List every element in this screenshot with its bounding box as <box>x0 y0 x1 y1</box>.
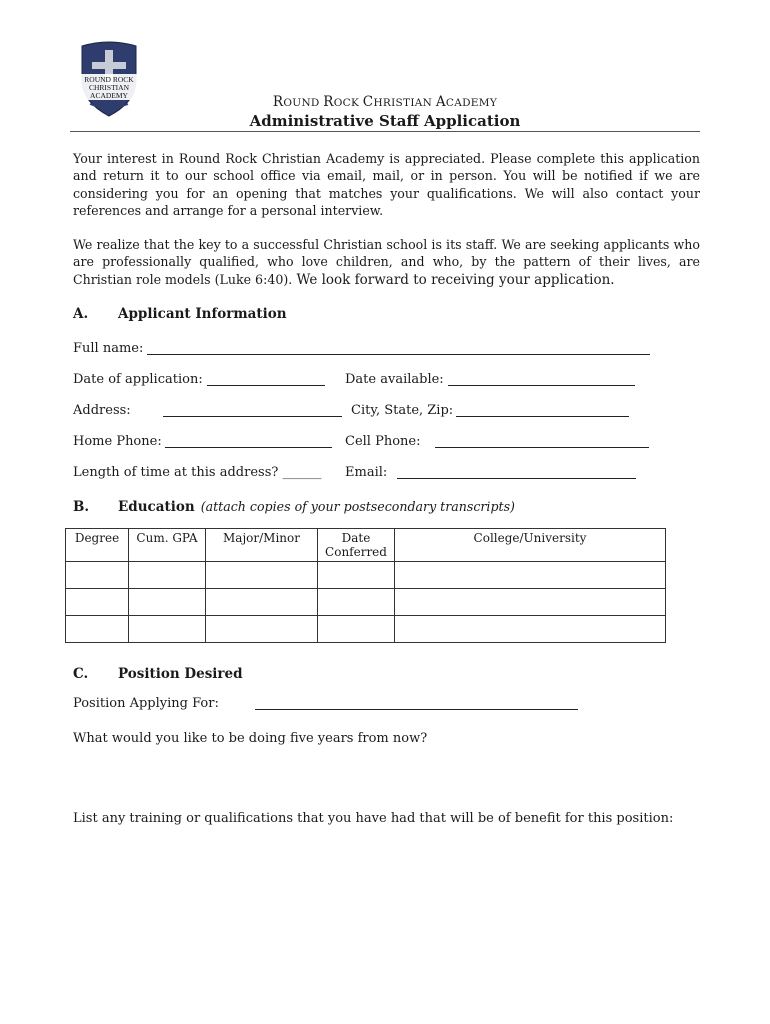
major-minor-cell[interactable] <box>206 589 318 616</box>
section-title-text: Education <box>118 499 195 515</box>
degree-cell[interactable] <box>66 562 129 589</box>
school-name-heading <box>0 94 770 110</box>
date-conferred-cell[interactable] <box>318 616 395 643</box>
table-row <box>66 589 666 616</box>
school-name-rest: HRISTIAN <box>373 97 436 109</box>
intro-paragraph-2-tail: We look forward to receiving your application. <box>292 271 615 288</box>
degree-cell[interactable] <box>66 589 129 616</box>
section-letter: C. <box>73 666 89 682</box>
date-available-label: Date available: <box>345 372 444 387</box>
cell-phone-field[interactable] <box>435 447 649 448</box>
section-title: Applicant Information <box>118 306 287 322</box>
column-date-conferred: Date Conferred <box>318 529 395 562</box>
section-letter: A. <box>73 306 89 322</box>
email-label: Email: <box>345 465 388 480</box>
position-applying-for-label: Position Applying For: <box>73 696 219 711</box>
address-label: Address: <box>73 403 131 418</box>
school-name-initial: A <box>435 94 446 110</box>
degree-cell[interactable] <box>66 616 129 643</box>
school-name-initial: R <box>323 94 334 110</box>
school-name-rest: OCK <box>333 97 363 109</box>
table-row <box>66 562 666 589</box>
school-name-initial: R <box>272 94 284 110</box>
column-cum-gpa: Cum. GPA <box>129 529 206 562</box>
section-title <box>118 499 515 515</box>
college-cell[interactable] <box>395 616 666 643</box>
intro-paragraph-1: Your interest in Round Rock Christian Academy is appreciated. Please complete this application and return it to our school office via email, mail, or in person. You will be notified if we are considering you for an opening that matches your qualifications. We will also contact your references and arrange for a personal interview. <box>73 151 700 218</box>
logo-text-line-2: CHRISTIAN <box>88 83 130 92</box>
column-degree: Degree <box>66 529 129 562</box>
gpa-cell[interactable] <box>129 616 206 643</box>
school-name-rest: CADEMY <box>445 97 498 109</box>
city-state-zip-field[interactable] <box>456 416 629 417</box>
city-state-zip-label: City, State, Zip: <box>351 403 454 418</box>
full-name-label: Full name: <box>73 341 144 356</box>
date-conferred-cell[interactable] <box>318 589 395 616</box>
intro-paragraph-2-main: We realize that the key to a successful Christian school is its staff. We are seeking applicants who are professionally qualified, who love children, and who, by the pattern of their lives, are Christian role models (Luke 6:40). <box>73 237 700 287</box>
document-title: Administrative Staff Application <box>249 112 521 130</box>
date-of-application-label: Date of application: <box>73 372 203 387</box>
five-years-answer-area[interactable] <box>73 750 700 798</box>
full-name-field[interactable] <box>147 354 650 355</box>
home-phone-field[interactable] <box>165 447 332 448</box>
cell-phone-label: Cell Phone: <box>345 434 421 449</box>
college-cell[interactable] <box>395 589 666 616</box>
section-note: (attach copies of your postsecondary transcripts) <box>200 499 515 514</box>
date-available-field[interactable] <box>448 385 635 386</box>
home-phone-label: Home Phone: <box>73 434 162 449</box>
school-name-initial: C <box>362 94 374 110</box>
training-question: List any training or qualifications that you have had that will be of benefit for this position: <box>73 811 674 826</box>
major-minor-cell[interactable] <box>206 562 318 589</box>
section-title: Position Desired <box>118 666 243 682</box>
email-field[interactable] <box>397 478 636 479</box>
length-at-address-label: Length of time at this address? ______ <box>73 465 322 480</box>
education-table-header <box>66 529 666 562</box>
date-conferred-cell[interactable] <box>318 562 395 589</box>
position-applying-for-field[interactable] <box>255 709 578 710</box>
header-divider <box>70 131 700 132</box>
gpa-cell[interactable] <box>129 562 206 589</box>
major-minor-cell[interactable] <box>206 616 318 643</box>
address-field[interactable] <box>163 416 342 417</box>
gpa-cell[interactable] <box>129 589 206 616</box>
column-college-university: College/University <box>395 529 666 562</box>
five-years-question: What would you like to be doing five years from now? <box>73 731 428 746</box>
college-cell[interactable] <box>395 562 666 589</box>
logo-text-line-3: ACADEMY <box>90 91 128 100</box>
logo-text-line-1: ROUND ROCK <box>84 75 134 84</box>
training-answer-area[interactable] <box>73 830 700 980</box>
section-letter: B. <box>73 499 90 515</box>
column-major-minor: Major/Minor <box>206 529 318 562</box>
school-name-rest: OUND <box>283 97 324 109</box>
table-row <box>66 616 666 643</box>
education-table <box>65 528 666 643</box>
intro-paragraph-2 <box>73 236 700 289</box>
date-of-application-field[interactable] <box>207 385 325 386</box>
